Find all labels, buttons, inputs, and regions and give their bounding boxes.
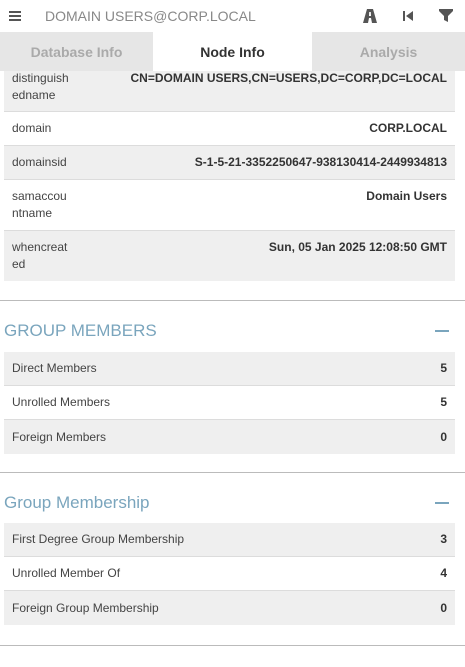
node-info-panel — [0, 71, 465, 667]
row-count: 3 — [440, 532, 447, 546]
group-members-table — [4, 352, 455, 454]
table-row — [4, 231, 455, 281]
search-bar — [0, 0, 465, 32]
section-divider — [0, 645, 465, 646]
road-icon[interactable] — [351, 0, 389, 32]
property-key: samaccou ntname — [12, 189, 67, 220]
tab-node-info[interactable]: Node Info — [153, 32, 312, 71]
skip-back-icon[interactable] — [389, 0, 427, 32]
tab-database-info[interactable]: Database Info — [0, 32, 153, 71]
row-label: Foreign Group Membership — [12, 600, 159, 615]
property-key: domainsid — [12, 155, 67, 169]
group-membership-title[interactable]: Group Membership — [4, 493, 150, 512]
row-label: Unrolled Members — [12, 395, 111, 409]
table-row[interactable] — [4, 591, 455, 625]
tab-bar — [0, 32, 465, 71]
table-row[interactable] — [4, 352, 455, 386]
row-count: 0 — [440, 429, 447, 444]
property-value: Sun, 05 Jan 2025 12:08:50 GMT — [268, 240, 447, 254]
row-count: 4 — [440, 566, 447, 580]
row-label: First Degree Group Membership — [12, 532, 185, 546]
property-value: CN=DOMAIN USERS,CN=USERS,DC=CORP,DC=LOCAL — [130, 71, 447, 85]
table-row[interactable] — [4, 420, 455, 454]
table-row[interactable] — [4, 557, 455, 591]
row-count: 5 — [440, 361, 447, 375]
property-value: Domain Users — [366, 189, 447, 203]
table-row[interactable] — [4, 386, 455, 420]
row-label: Direct Members — [12, 361, 97, 375]
property-key: domain — [12, 121, 52, 135]
filter-icon[interactable] — [427, 0, 465, 32]
group-members-title[interactable]: GROUP MEMBERS — [4, 321, 157, 340]
table-row — [4, 112, 455, 146]
hamburger-icon[interactable] — [0, 0, 30, 32]
section-divider — [0, 300, 465, 301]
tab-analysis[interactable]: Analysis — [312, 32, 465, 71]
row-count: 5 — [440, 395, 447, 409]
table-row[interactable] — [4, 523, 455, 557]
collapse-icon[interactable] — [435, 330, 449, 332]
row-count: 0 — [440, 600, 447, 615]
table-row — [4, 71, 455, 112]
row-label: Unrolled Member Of — [12, 566, 121, 580]
property-value: CORP.LOCAL — [369, 121, 447, 135]
search-input[interactable] — [45, 8, 345, 24]
property-value: S-1-5-21-3352250647-938130414-2449934813 — [194, 155, 447, 169]
table-row — [4, 146, 455, 180]
property-key: whencreat ed — [12, 240, 68, 271]
property-key: distinguish edname — [12, 71, 69, 102]
row-label: Foreign Members — [12, 429, 107, 444]
collapse-icon[interactable] — [435, 502, 449, 504]
group-membership-table — [4, 523, 455, 625]
table-row — [4, 180, 455, 231]
section-divider — [0, 472, 465, 473]
node-properties-table — [4, 71, 455, 281]
